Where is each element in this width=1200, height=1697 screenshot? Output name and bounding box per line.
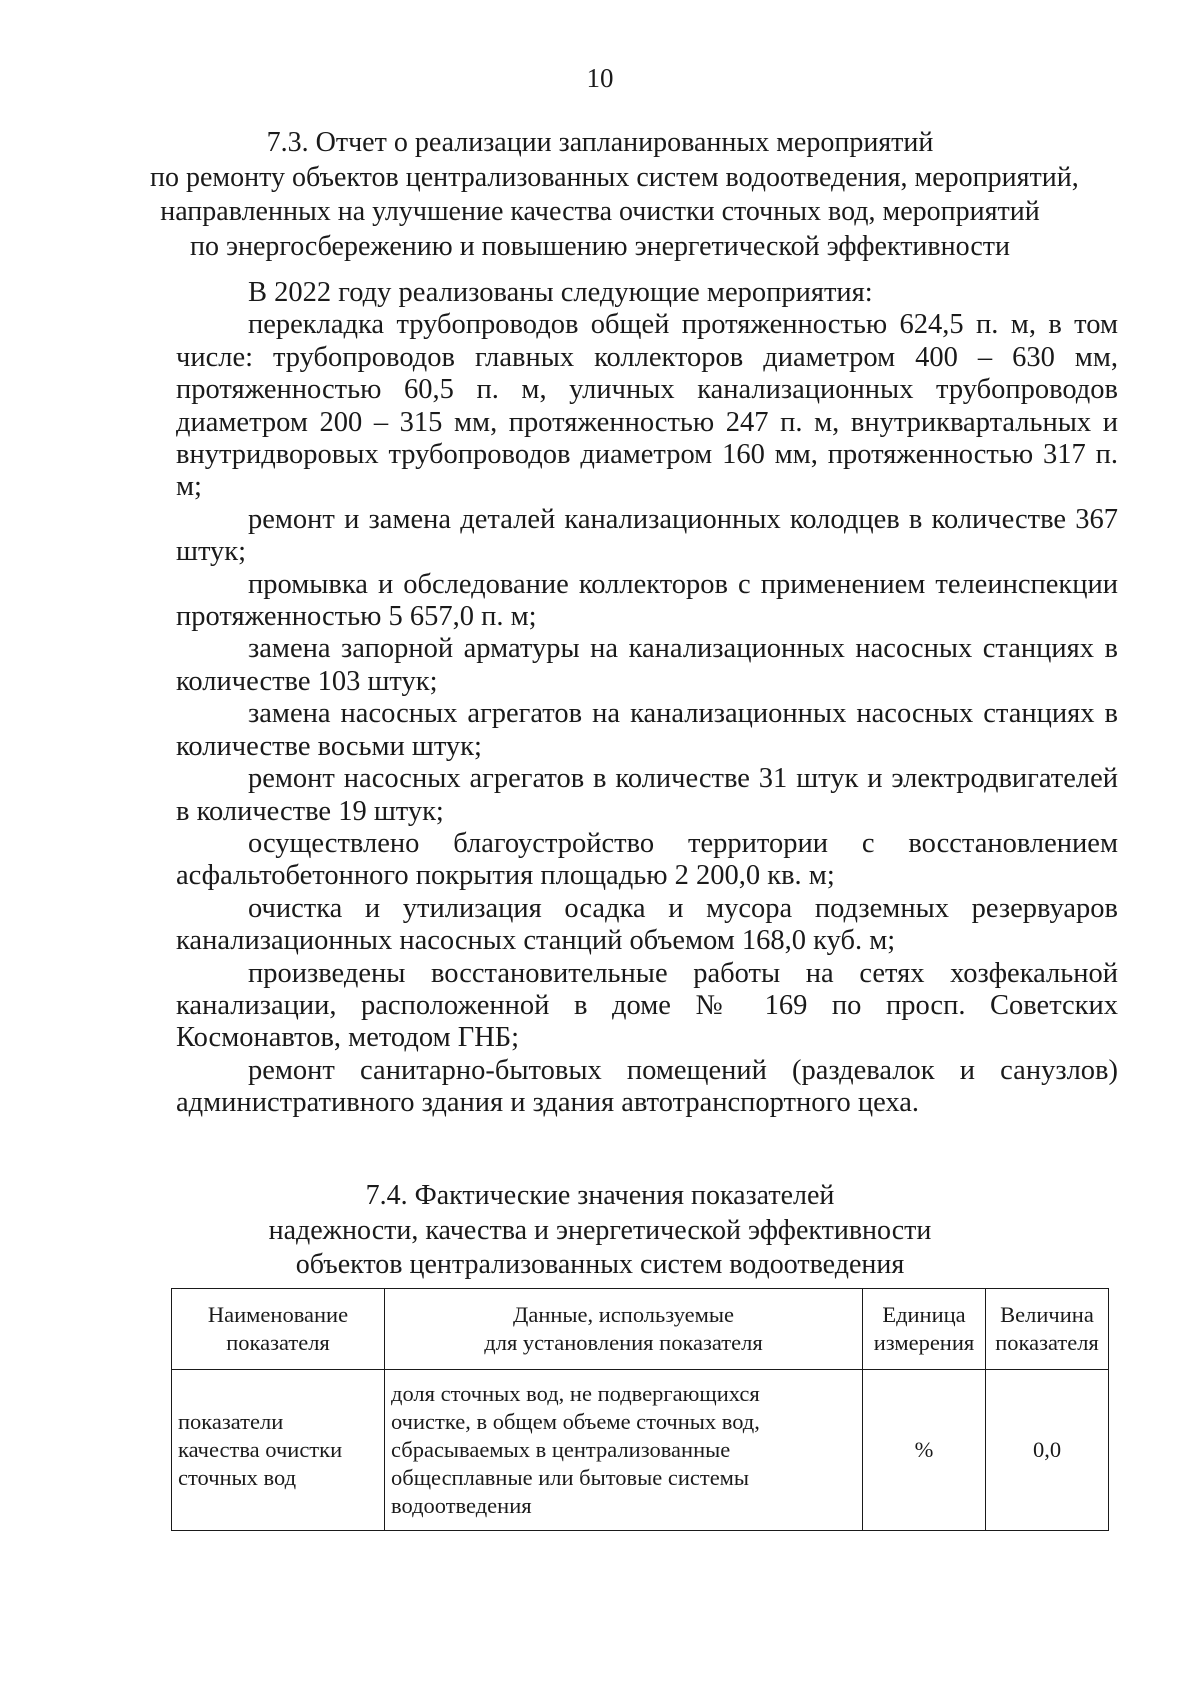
intro-paragraph: В 2022 году реализованы следующие мероприятия: (248, 277, 873, 308)
heading-line: 7.4. Фактические значения показателей (365, 1180, 835, 1211)
heading-line: по ремонту объектов централизованных систем водоотведения, мероприятий, (150, 161, 1079, 193)
heading-line: 7.3. Отчет о реализации запланированных мероприятий (266, 127, 934, 158)
cell-text: показатели (178, 1409, 284, 1434)
header-cell-value (986, 1289, 1109, 1370)
heading-line: объектов централизованных систем водоотведения (295, 1249, 905, 1280)
cell-indicator-name (172, 1370, 385, 1531)
table-header-row (172, 1289, 1109, 1370)
heading-line: по энергосбережению и повышению энергетической эффективности (190, 230, 1010, 262)
list-item: ремонт насосных агрегатов в количестве 31 штук и электродвигателей в количестве 19 штук; (176, 763, 1118, 827)
header-cell-data (385, 1289, 863, 1370)
list-item: очистка и утилизация осадка и мусора подземных резервуаров канализационных насосных станций объемом 168,0 куб. м; (176, 892, 1118, 957)
page-number: 10 (586, 63, 614, 93)
cell-indicator-data (385, 1370, 863, 1531)
indicators-table (171, 1288, 1109, 1531)
list-item: перекладка трубопроводов общей протяженностью 624,5 п. м, в том числе: трубопроводов главных коллекторов диаметром 400 – 630 мм, протяженностью 60,5 п. м, уличных канализационных трубопроводов диаметром 200 – 315 мм, протяженностью 247 п. м, внутриквартальных и внутридворовых трубопроводов диаметром 160 мм, протяженностью 317 п. м; (176, 309, 1118, 503)
heading-line: направленных на улучшение качества очистки сточных вод, мероприятий (160, 196, 1040, 227)
header-text: Величина (1000, 1302, 1094, 1327)
header-text: Наименование (207, 1302, 349, 1327)
section-7-3-body (176, 277, 1118, 1120)
header-text: Данные, используемые (513, 1302, 734, 1327)
list-item: замена насосных агрегатов на канализационных насосных станциях в количестве восьми штук; (176, 698, 1118, 762)
cell-unit: % (863, 1370, 986, 1531)
header-text: Единица (882, 1302, 966, 1327)
list-item: осуществлено благоустройство территории с восстановлением асфальтобетонного покрытия площадью 2 200,0 кв. м; (176, 827, 1118, 892)
cell-value: 0,0 (986, 1370, 1109, 1531)
header-cell-name (172, 1289, 385, 1370)
header-cell-unit (863, 1289, 986, 1370)
cell-text: сбрасываемых в централизованные (391, 1437, 731, 1462)
header-text: показателя (995, 1330, 1099, 1355)
list-item: замена запорной арматуры на канализационных насосных станциях в количестве 103 штук; (176, 633, 1118, 697)
cell-text: общесплавные или бытовые системы (391, 1465, 750, 1490)
header-text: измерения (873, 1330, 975, 1355)
list-item: ремонт санитарно-бытовых помещений (раздевалок и санузлов) административного здания и здания автотранспортного цеха. (176, 1054, 1118, 1119)
list-item: промывка и обследование коллекторов с применением телеинспекции протяженностью 5 657,0 п. м; (176, 568, 1118, 633)
table-row (172, 1370, 1109, 1531)
indicators-table-wrapper (171, 1288, 1109, 1531)
cell-text: очистке, в общем объеме сточных вод, (391, 1409, 760, 1434)
cell-text: доля сточных вод, не подвергающихся (391, 1381, 760, 1406)
cell-text: качества очистки (178, 1437, 343, 1462)
section-7-4-heading (150, 1179, 1050, 1283)
header-text: для установления показателя (484, 1330, 763, 1355)
header-text: показателя (226, 1330, 330, 1355)
list-item: произведены восстановительные работы на сетях хозфекальной канализации, расположенной в доме № 169 по просп. Советских Космонавтов, методом ГНБ; (176, 957, 1118, 1054)
section-7-3-heading (150, 126, 1079, 264)
heading-line: надежности, качества и энергетической эффективности (268, 1214, 932, 1246)
cell-text: водоотведения (391, 1493, 532, 1518)
list-item: ремонт и замена деталей канализационных колодцев в количестве 367 штук; (176, 503, 1118, 568)
cell-text: сточных вод (178, 1465, 297, 1490)
